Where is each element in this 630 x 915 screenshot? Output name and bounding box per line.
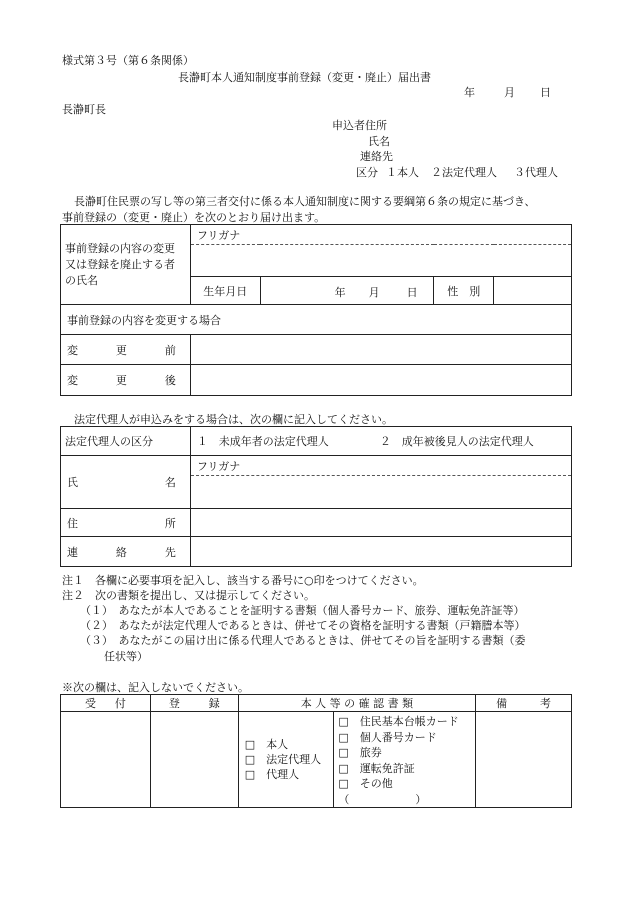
registrant-label-line-1: 事前登録の内容の変更	[65, 241, 175, 255]
remarks-char-2: 考	[540, 697, 551, 710]
person-type-cell	[238, 712, 334, 808]
applicant-address-label: 申込者住所	[332, 119, 387, 132]
registrant-name-label-cell	[61, 225, 191, 305]
applicant-contact-label: 連絡先	[360, 150, 393, 163]
legal-rep-contact-label-cell	[61, 537, 191, 567]
person-type-legal-rep[interactable]: □ 法定代理人	[244, 753, 322, 766]
header-confirm-docs	[238, 695, 475, 712]
date-month: 月	[504, 86, 515, 99]
doc-other[interactable]: □ その他（ ）	[338, 777, 427, 806]
note-item-3-continued: 任状等）	[104, 650, 148, 663]
furigana-cell[interactable]	[190, 225, 571, 245]
note-2: 注２ 次の書類を提出し、又は提示してください。	[62, 589, 315, 602]
furigana-label: フリガナ	[196, 228, 241, 242]
addressee: 長瀞町長	[62, 103, 106, 116]
note-1: 注１ 各欄に必要事項を記入し、該当する番号に○印をつけてください。	[62, 574, 424, 587]
category-option-legal-rep: ２法定代理人	[431, 166, 497, 179]
doc-basic-resident-card[interactable]: □ 住民基本台帳カード	[338, 715, 459, 728]
person-type-principal[interactable]: □ 本人	[244, 738, 289, 751]
registration-change-table	[60, 224, 572, 396]
birthdate-field[interactable]	[260, 277, 434, 305]
legal-rep-name-label-cell	[61, 456, 191, 509]
applicant-name-label: 氏名	[368, 135, 390, 148]
change-heading-cell	[61, 305, 572, 335]
before-char-3: 前	[164, 343, 176, 357]
legal-rep-address-char-1: 住	[67, 516, 78, 530]
registrant-label-line-3: の氏名	[65, 273, 98, 287]
office-use-table	[60, 694, 572, 808]
legal-rep-contact-char-1: 連	[67, 545, 78, 559]
header-receipt	[61, 695, 151, 712]
before-change-label-cell	[61, 335, 191, 365]
before-char-1: 変	[67, 343, 78, 357]
birthdate-label-cell	[190, 277, 260, 305]
checkbox-icon: □	[244, 738, 256, 751]
register-char-2: 録	[208, 697, 220, 710]
form-number: 様式第３号（第６条関係）	[62, 54, 194, 67]
date-year: 年	[464, 86, 475, 99]
date-day: 日	[540, 86, 551, 99]
after-char-3: 後	[164, 374, 176, 387]
checkbox-icon: □	[338, 777, 349, 790]
header-register	[150, 695, 238, 712]
legal-representative-table	[60, 426, 572, 567]
birth-month-label: 月	[368, 285, 380, 299]
sex-label: 性 別	[447, 284, 481, 298]
office-use-notice: ※次の欄は、記入しないでください。	[62, 681, 249, 694]
checkbox-icon: □	[338, 761, 349, 775]
remarks-char-1: 備	[496, 697, 508, 710]
legal-rep-intro: 法定代理人が申込みをする場合は、次の欄に記入してください。	[74, 413, 393, 426]
checkbox-icon: □	[338, 715, 349, 728]
checkbox-icon: □	[244, 753, 256, 766]
legal-rep-category-field[interactable]	[190, 427, 571, 456]
legal-rep-name-field[interactable]	[190, 476, 571, 509]
applicant-category-label: 区分	[356, 166, 378, 179]
person-type-agent[interactable]: □ 代理人	[244, 768, 300, 781]
confirm-docs-heading: 本 人 等 の 確 認 書 類	[300, 697, 414, 710]
category-option-agent: ３代理人	[514, 166, 558, 179]
checkbox-icon: □	[244, 768, 256, 781]
birth-day-label: 日	[406, 285, 418, 299]
legal-rep-furigana-label: フリガナ	[196, 459, 241, 473]
receipt-char-2: 付	[114, 697, 126, 710]
doc-my-number-card[interactable]: □ 個人番号カード	[338, 730, 437, 744]
register-field[interactable]	[150, 712, 238, 808]
after-char-2: 更	[115, 374, 127, 387]
intro-line-2: 事前登録の（変更・廃止）を次のとおり届け出ます。	[62, 211, 326, 224]
after-char-1: 変	[67, 374, 78, 387]
change-heading: 事前登録の内容を変更する場合	[67, 313, 221, 327]
before-char-2: 更	[115, 343, 127, 357]
legal-rep-contact-char-3: 先	[164, 545, 176, 559]
legal-rep-address-label-cell	[61, 509, 191, 537]
registrant-name-field[interactable]	[190, 245, 571, 277]
checkbox-icon: □	[338, 730, 349, 744]
registrant-label-line-2: 又は登録を廃止する者	[65, 257, 175, 271]
note-item-1: （１） あなたが本人であることを証明する書類（個人番号カード、旅券、運転免許証等）	[80, 604, 525, 617]
legal-rep-category-label: 法定代理人の区分	[65, 435, 153, 448]
doc-drivers-license[interactable]: □ 運転免許証	[338, 761, 415, 775]
doc-passport[interactable]: □ 旅券	[338, 746, 382, 759]
legal-rep-furigana-cell[interactable]	[190, 456, 571, 476]
sex-label-cell	[434, 277, 494, 305]
checkbox-icon: □	[338, 746, 349, 759]
receipt-field[interactable]	[61, 712, 151, 808]
legal-rep-address-char-2: 所	[164, 516, 176, 530]
category-option-principal: １本人	[386, 166, 419, 179]
remarks-field[interactable]	[476, 712, 572, 808]
legal-rep-contact-field[interactable]	[190, 537, 571, 567]
legal-rep-category-label-cell	[61, 427, 191, 456]
after-change-field[interactable]	[190, 365, 571, 396]
legal-rep-name-char-2: 名	[164, 476, 176, 489]
birth-year-label: 年	[334, 285, 346, 299]
note-item-3: （３） あなたがこの届け出に係る代理人であるときは、併せてその旨を証明する書類（委	[80, 634, 526, 647]
legal-rep-address-field[interactable]	[190, 509, 571, 537]
document-type-cell	[334, 712, 476, 808]
form-title: 長瀞町本人通知制度事前登録（変更・廃止）届出書	[178, 71, 431, 84]
receipt-char-1: 受	[85, 697, 96, 710]
before-change-field[interactable]	[190, 335, 571, 365]
legal-rep-name-char-1: 氏	[67, 476, 78, 489]
note-item-2: （２） あなたが法定代理人であるときは、併せてその資格を証明する書類（戸籍謄本等）	[80, 619, 526, 632]
after-change-label-cell	[61, 365, 191, 396]
legal-rep-contact-char-2: 絡	[115, 545, 127, 559]
register-char-1: 登	[168, 697, 180, 710]
birthdate-label: 生年月日	[203, 284, 248, 298]
header-remarks	[476, 695, 572, 712]
sex-field[interactable]	[494, 277, 572, 305]
legal-rep-option-ward: ２ 成年被後見人の法定代理人	[379, 435, 534, 448]
intro-line-1: 長瀞町住民票の写し等の第三者交付に係る本人通知制度に関する要綱第６条の規定に基づき、	[74, 195, 536, 208]
legal-rep-option-minor: １ 未成年者の法定代理人	[196, 435, 329, 448]
